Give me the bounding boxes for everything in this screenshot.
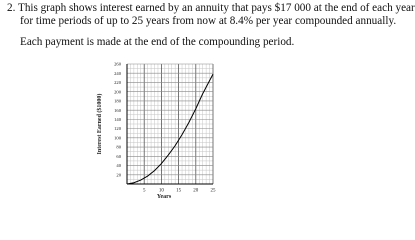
x-axis-label: Years xyxy=(156,194,172,200)
y-tick-label: 60 xyxy=(116,153,121,159)
y-tick-label: 80 xyxy=(116,144,121,150)
y-tick-label: 40 xyxy=(116,163,121,169)
question-text-1: This graph shows interest earned by an annuity that pays $17 000 at the end of each year xyxy=(18,2,415,14)
x-tick-label: 15 xyxy=(176,188,182,194)
x-tick-label: 20 xyxy=(193,188,199,194)
y-tick-label: 100 xyxy=(114,135,121,141)
interest-curve xyxy=(127,74,213,184)
y-tick-label: 120 xyxy=(114,126,121,132)
y-tick-label: 180 xyxy=(114,98,121,104)
y-tick-label: 220 xyxy=(114,80,121,86)
y-tick-label: 240 xyxy=(114,70,121,76)
y-tick-label: 260 xyxy=(114,61,121,67)
y-tick-label: 20 xyxy=(116,172,121,178)
x-tick-label: 25 xyxy=(210,188,216,194)
x-tick-label: 10 xyxy=(158,188,164,194)
question-number: 2. xyxy=(7,2,16,14)
question-line-3: Each payment is made at the end of the compounding period. xyxy=(20,36,295,48)
y-tick-label: 160 xyxy=(114,107,121,113)
y-tick-label: 140 xyxy=(114,116,121,122)
y-tick-label: 200 xyxy=(114,89,121,95)
x-tick-label: 5 xyxy=(142,188,146,194)
question-line-2: for time periods of up to 25 years from now at 8.4% per year compounded annually. xyxy=(20,15,397,27)
y-axis-label: Interest Earned ($1000) xyxy=(97,93,103,155)
